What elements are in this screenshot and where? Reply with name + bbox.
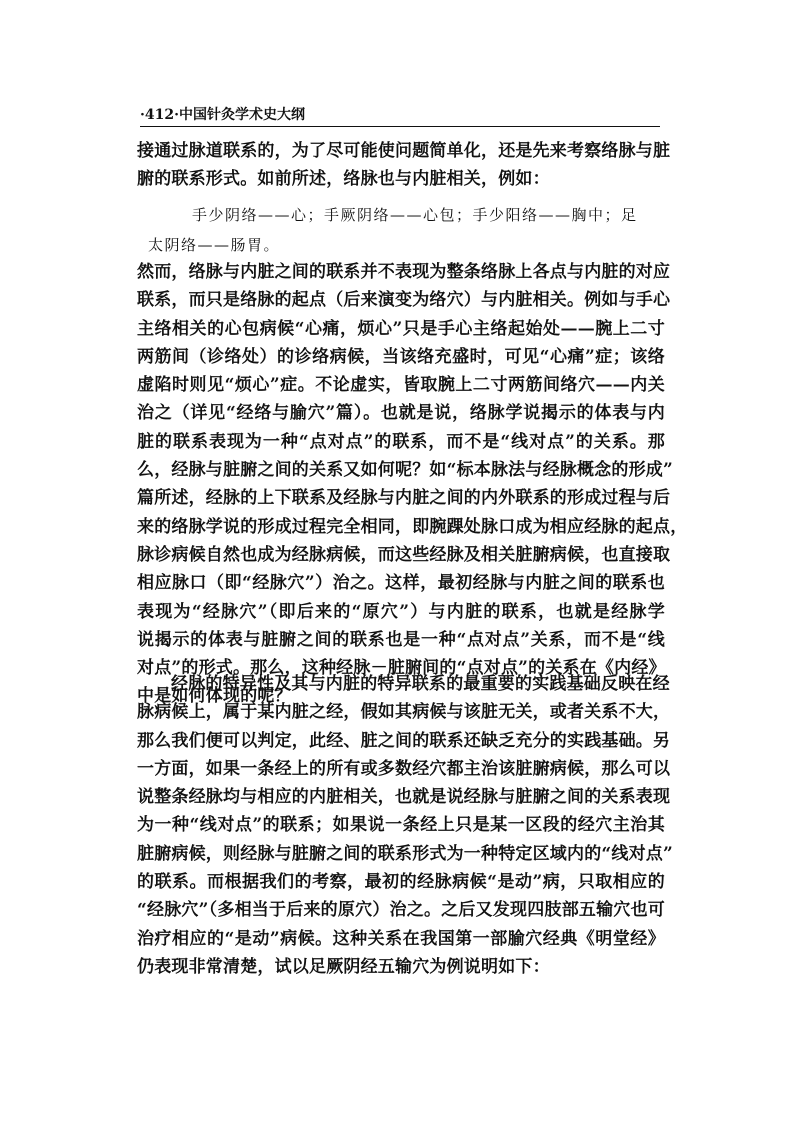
text-line: 接通过脉道联系的，为了尽可能使问题简单化，还是先来考察络脉与脏	[137, 141, 671, 161]
book-title: 中国针灸学术史大纲	[178, 107, 305, 123]
text-line: 篇所述，经脉的上下联系及经脉与内脏之间的内外联系的形成过程与后	[137, 488, 671, 509]
text-line: 仍表现非常清楚，试以足厥阴经五输穴为例说明如下：	[137, 956, 550, 977]
text-line: 来的络脉学说的形成过程完全相同，即腕踝处脉口成为相应经脉的起点，	[137, 516, 688, 537]
text-line: 治之（详见“经络与腧穴”篇）。也就是说，络脉学说揭示的体表与内	[137, 403, 665, 424]
text-line: 脏腑病候，则经脉与脏腑之间的联系形式为一种特定区域内的“线对点”	[137, 843, 673, 864]
text-line: 表现为“经脉穴”（即后来的“原穴”）与内脏的联系，也就是经脉学	[137, 601, 665, 622]
text-line: 一方面，如果一条经上的所有或多数经穴都主治该脏腑病候，那么可以	[137, 758, 671, 779]
text-line: “经脉穴”（多相当于后来的原穴）治之。之后又发现四肢部五输穴也可	[137, 900, 665, 921]
text-line: 为一种“线对点”的联系；如果说一条经上只是某一区段的经穴主治其	[137, 815, 665, 836]
text-line: 那么我们便可以判定，此经、脏之间的联系还缺乏充分的实践基础。另	[137, 730, 671, 751]
text-line: 么，经脉与脏腑之间的关系又如何呢？如“标本脉法与经脉概念的形成”	[137, 460, 673, 481]
block-quote	[148, 200, 658, 260]
text-line: 然而，络脉与内脏之间的联系并不表现为整条络脉上各点与内脏的对应	[137, 262, 671, 282]
running-header	[140, 104, 660, 127]
text-line: 相应脉口（即“经脉穴”）治之。这样，最初经脉与内脏之间的联系也	[137, 573, 665, 594]
intro-paragraph	[137, 137, 671, 194]
paragraph-2	[137, 670, 673, 981]
text-line: 腑的联系形式。如前所述，络脉也与内脏相关，例如：	[137, 169, 550, 190]
text-line: 对点”的形式。那么，这种经脉－脏腑间的“点对点”的关系在《内经》	[137, 658, 666, 679]
text-line: 联系，而只是络脉的起点（后来演变为络穴）与内脏相关。例如与手心	[137, 290, 671, 311]
text-line: 脉病候上，属于某内脏之经，假如其病候与该脏无关，或者关系不大，	[137, 702, 671, 723]
text-line: 主络相关的心包病候“心痛，烦心”只是手心主络起始处——腕上二寸	[137, 318, 665, 339]
page-number: ·412·	[140, 107, 179, 123]
quote-line: 太阴络——肠胃。	[148, 236, 281, 254]
text-line: 经脉的特异性及其与内脏的特异联系的最重要的实践基础反映在经	[171, 674, 670, 694]
text-line: 两筋间（诊络处）的诊络病候，当该络充盛时，可见“心痛”症；该络	[137, 346, 665, 367]
text-line: 脉诊病候自然也成为经脉病候，而这些经脉及相关脏腑病候，也直接取	[137, 544, 671, 565]
text-line: 说揭示的体表与脏腑之间的联系也是一种“点对点”关系，而不是“线	[137, 629, 665, 650]
text-line: 说整条经脉均与相应的内脏相关，也就是说经脉与脏腑之间的关系表现	[137, 787, 671, 808]
text-line: 中是如何体现的呢？	[137, 686, 292, 707]
text-line: 虚陷时则见“烦心”症。不论虚实，皆取腕上二寸两筋间络穴——内关	[137, 375, 665, 396]
paragraph-1	[137, 258, 688, 711]
text-line: 的联系。而根据我们的考察，最初的经脉病候“是动”病，只取相应的	[137, 872, 665, 893]
quote-line: 手少阴络——心；手厥阴络——心包；手少阳络——胸中；足	[192, 206, 638, 224]
text-line: 治疗相应的“是动”病候。这种关系在我国第一部腧穴经典《明堂经》	[137, 928, 665, 949]
text-line: 脏的联系表现为一种“点对点”的联系，而不是“线对点”的关系。那	[137, 431, 665, 452]
